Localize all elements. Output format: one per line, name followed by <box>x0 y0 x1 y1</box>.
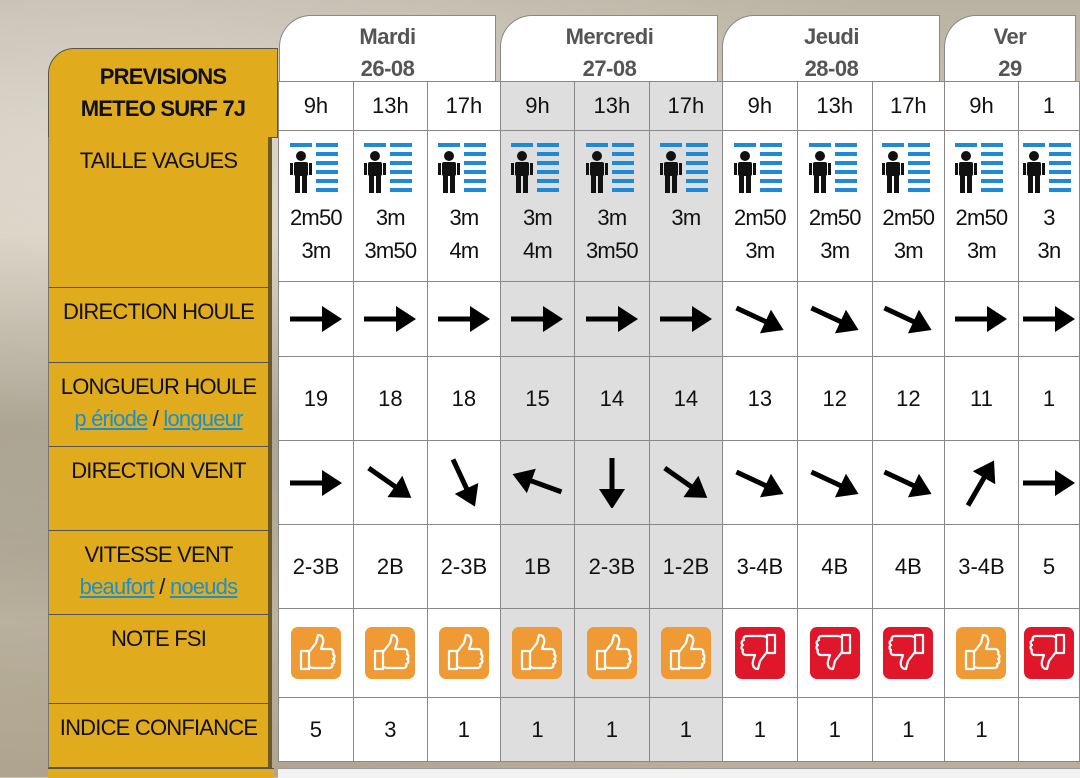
confidence-value: 1 <box>679 716 693 742</box>
wind-speed-cell <box>279 525 354 609</box>
thumbs-up-icon <box>956 627 1006 679</box>
wave-min: 3 <box>1043 205 1055 230</box>
thumbs-up-icon <box>587 627 637 679</box>
thumbs-up-icon <box>365 627 415 679</box>
swell-period: 18 <box>451 385 477 411</box>
fsi-cell <box>1018 609 1079 698</box>
label-swell-length: LONGUEUR HOULE p ériode / longueur <box>48 363 272 447</box>
length-link[interactable]: longueur <box>163 406 243 431</box>
direction-arrow-icon <box>1019 294 1079 344</box>
fsi-cell <box>500 609 574 698</box>
wave-size-icon <box>734 141 786 197</box>
fsi-cell <box>427 609 500 698</box>
title-line-1: PREVISIONS <box>99 64 227 89</box>
wave-size-icon <box>511 141 563 197</box>
wave-min: 2m50 <box>808 205 861 230</box>
confidence-value: 1 <box>902 716 915 742</box>
swell-period: 11 <box>970 385 993 411</box>
wind-direction-cell <box>279 441 354 525</box>
swell-length-cell <box>872 357 944 441</box>
wave-min: 2m50 <box>733 205 786 230</box>
wave-cell <box>427 131 500 282</box>
confidence-cell <box>872 698 944 762</box>
thumbs-up-icon <box>291 627 341 679</box>
hour-cell <box>1018 82 1079 131</box>
swell-length-cell <box>500 357 574 441</box>
hour-label: 13h <box>816 93 854 118</box>
wind-speed-cell <box>944 525 1018 609</box>
swell-period: 12 <box>822 385 847 411</box>
thumbs-down-icon <box>735 627 785 679</box>
hour-label: 9h <box>969 93 994 118</box>
day-name: Mercredi <box>565 24 654 49</box>
direction-arrow-icon <box>805 458 865 508</box>
wave-max: 3m50 <box>585 238 638 263</box>
label-wave-size: TAILLE VAGUES <box>48 137 272 288</box>
hour-label: 13h <box>372 93 409 118</box>
table-title <box>48 48 278 138</box>
direction-arrow-icon <box>1019 458 1079 508</box>
fsi-cell <box>872 609 944 698</box>
wave-cell <box>722 131 797 282</box>
knots-link[interactable]: noeuds <box>169 574 238 599</box>
wind-speed: 2B <box>376 553 404 579</box>
confidence-value: 1 <box>457 716 471 742</box>
wind-speed-cell <box>797 525 872 609</box>
wave-min: 3m <box>375 205 405 230</box>
hour-cell <box>944 82 1018 131</box>
swell-direction-cell <box>279 282 354 357</box>
swell-direction-cell <box>944 282 1018 357</box>
wave-max: 4m <box>523 238 552 263</box>
wind-speed: 1-2B <box>662 553 710 579</box>
direction-arrow-icon <box>656 294 716 344</box>
hour-label: 17h <box>889 93 927 118</box>
direction-arrow-icon <box>582 294 642 344</box>
wind-speed: 2-3B <box>588 553 636 579</box>
direction-arrow-icon <box>434 294 494 344</box>
wave-max: 3m <box>820 238 850 263</box>
forecast-grid <box>278 0 1080 762</box>
wind-speed-cell <box>1018 525 1079 609</box>
wave-size-icon <box>882 141 934 197</box>
wave-size-icon <box>438 141 490 197</box>
confidence-cell <box>574 698 649 762</box>
label-wind-direction: DIRECTION VENT <box>48 447 272 531</box>
wave-min: 3m <box>671 205 701 230</box>
swell-length-cell <box>279 357 354 441</box>
fsi-cell <box>797 609 872 698</box>
wind-speed: 4B <box>894 553 922 579</box>
label-confidence: INDICE CONFIANCE <box>48 704 272 768</box>
confidence-cell <box>649 698 722 762</box>
wave-cell <box>1018 131 1079 282</box>
direction-arrow-icon <box>730 458 790 508</box>
swell-period: 13 <box>747 385 773 411</box>
direction-arrow-icon <box>656 458 716 508</box>
direction-arrow-icon <box>951 294 1011 344</box>
wave-size-icon <box>1023 141 1075 197</box>
hour-label: 1 <box>1042 93 1056 118</box>
direction-arrow-icon <box>951 458 1011 508</box>
wind-direction-cell <box>797 441 872 525</box>
wave-cell <box>944 131 1018 282</box>
swell-period: 12 <box>896 385 921 411</box>
thumbs-up-icon <box>512 627 562 679</box>
period-link[interactable]: p ériode <box>74 406 148 431</box>
confidence-cell <box>279 698 354 762</box>
day-date: 26-08 <box>360 56 415 81</box>
wind-direction-cell <box>649 441 722 525</box>
swell-length-cell <box>797 357 872 441</box>
swell-period: 18 <box>378 385 403 411</box>
confidence-value: 1 <box>531 716 544 742</box>
swell-direction-cell <box>649 282 722 357</box>
fsi-cell <box>353 609 427 698</box>
wind-speed: 2-3B <box>440 553 488 579</box>
label-fsi: NOTE FSI <box>48 615 272 704</box>
swell-direction-cell <box>353 282 427 357</box>
wave-min: 2m50 <box>955 205 1008 230</box>
thumbs-down-icon <box>1024 627 1074 679</box>
day-header <box>944 0 1079 82</box>
wind-speed-cell <box>500 525 574 609</box>
fsi-cell <box>722 609 797 698</box>
direction-arrow-icon <box>878 458 938 508</box>
swell-direction-cell <box>500 282 574 357</box>
hour-label: 9h <box>303 93 329 118</box>
confidence-value: 1 <box>753 716 767 742</box>
wind-direction-cell <box>722 441 797 525</box>
direction-arrow-icon <box>507 458 567 508</box>
hour-cell <box>797 82 872 131</box>
wind-direction-cell <box>427 441 500 525</box>
wind-speed: 5 <box>1042 553 1056 579</box>
confidence-cell <box>722 698 797 762</box>
swell-period: 19 <box>303 385 329 411</box>
fsi-cell <box>574 609 649 698</box>
direction-arrow-icon <box>805 294 865 344</box>
wave-cell <box>649 131 722 282</box>
direction-arrow-icon <box>360 458 420 508</box>
wave-cell <box>797 131 872 282</box>
swell-direction-cell <box>797 282 872 357</box>
wind-speed: 3-4B <box>736 553 784 579</box>
wind-speed-cell <box>649 525 722 609</box>
wind-speed: 3-4B <box>958 553 1005 579</box>
direction-arrow-icon <box>730 294 790 344</box>
wave-min: 3m <box>597 205 627 230</box>
confidence-cell <box>1018 698 1079 762</box>
direction-arrow-icon <box>582 458 642 508</box>
thumbs-up-icon <box>439 627 489 679</box>
swell-period: 14 <box>673 385 699 411</box>
wind-speed: 1B <box>524 553 551 579</box>
hour-label: 17h <box>667 93 705 118</box>
swell-period: 1 <box>1042 385 1056 411</box>
wave-max: 3m50 <box>364 238 417 263</box>
day-date: 27-08 <box>582 56 637 81</box>
wave-size-icon <box>290 141 342 197</box>
wind-speed-cell <box>872 525 944 609</box>
swell-direction-cell <box>427 282 500 357</box>
thumbs-up-icon <box>661 627 711 679</box>
wind-direction-cell <box>574 441 649 525</box>
wave-cell <box>279 131 354 282</box>
hour-label: 17h <box>445 93 483 118</box>
wind-direction-cell <box>944 441 1018 525</box>
wave-min: 3m <box>523 205 552 230</box>
day-date: 29 <box>998 56 1022 81</box>
hour-cell <box>279 82 354 131</box>
wave-min: 3m <box>449 205 479 230</box>
wave-size-icon <box>364 141 416 197</box>
hour-cell <box>722 82 797 131</box>
wave-cell <box>872 131 944 282</box>
direction-arrow-icon <box>878 294 938 344</box>
beaufort-link[interactable]: beaufort <box>79 574 154 599</box>
swell-length-cell <box>427 357 500 441</box>
day-header <box>500 0 722 82</box>
wave-max: 3m <box>745 238 775 263</box>
swell-length-cell <box>574 357 649 441</box>
hour-cell <box>500 82 574 131</box>
hour-cell <box>872 82 944 131</box>
wind-speed: 4B <box>821 553 849 579</box>
wave-cell <box>574 131 649 282</box>
swell-period: 15 <box>525 385 550 411</box>
hour-label: 9h <box>747 93 773 118</box>
confidence-cell <box>500 698 574 762</box>
direction-arrow-icon <box>286 294 346 344</box>
title-line-2: METEO SURF 7J <box>80 96 246 121</box>
day-header <box>279 0 501 82</box>
wave-max: 3m <box>301 238 331 263</box>
direction-arrow-icon <box>360 294 420 344</box>
swell-direction-cell <box>872 282 944 357</box>
confidence-value: 1 <box>605 716 619 742</box>
hour-label: 9h <box>525 93 550 118</box>
hour-label: 13h <box>593 93 631 118</box>
hour-cell <box>353 82 427 131</box>
day-name: Ver <box>993 24 1027 49</box>
swell-length-cell <box>944 357 1018 441</box>
label-swell-direction: DIRECTION HOULE <box>48 288 272 363</box>
confidence-cell <box>427 698 500 762</box>
direction-arrow-icon <box>507 294 567 344</box>
confidence-value: 1 <box>975 716 988 742</box>
wave-cell <box>353 131 427 282</box>
wave-size-icon <box>809 141 861 197</box>
swell-length-cell <box>649 357 722 441</box>
day-name: Mardi <box>359 24 416 49</box>
wave-size-icon <box>955 141 1007 197</box>
thumbs-down-icon <box>883 627 933 679</box>
wind-direction-cell <box>1018 441 1079 525</box>
wind-speed-cell <box>722 525 797 609</box>
wind-direction-cell <box>500 441 574 525</box>
confidence-value: 3 <box>384 716 397 742</box>
swell-length-cell <box>722 357 797 441</box>
wind-speed-cell <box>574 525 649 609</box>
swell-length-cell <box>353 357 427 441</box>
hour-cell <box>649 82 722 131</box>
direction-arrow-icon <box>434 458 494 508</box>
swell-period: 14 <box>599 385 625 411</box>
swell-length-cell <box>1018 357 1079 441</box>
wind-direction-cell <box>872 441 944 525</box>
swell-direction-cell <box>722 282 797 357</box>
wave-max: 3m <box>893 238 923 263</box>
fsi-cell <box>279 609 354 698</box>
wind-direction-cell <box>353 441 427 525</box>
wave-size-icon <box>660 141 712 197</box>
wave-cell <box>500 131 574 282</box>
direction-arrow-icon <box>286 458 346 508</box>
hour-cell <box>427 82 500 131</box>
wave-min: 2m50 <box>882 205 935 230</box>
wave-size-icon <box>586 141 638 197</box>
day-name: Jeudi <box>803 24 859 49</box>
wave-min: 2m50 <box>290 205 342 230</box>
swell-direction-cell <box>1018 282 1079 357</box>
confidence-cell <box>797 698 872 762</box>
label-wind-speed: VITESSE VENT beaufort / noeuds <box>48 531 272 615</box>
wave-max: 4m <box>449 238 479 263</box>
fsi-cell <box>649 609 722 698</box>
confidence-cell <box>944 698 1018 762</box>
confidence-value: 1 <box>828 716 841 742</box>
hour-cell <box>574 82 649 131</box>
wave-max: 3m <box>966 238 996 263</box>
confidence-value: 5 <box>309 716 323 742</box>
fsi-cell <box>944 609 1018 698</box>
wave-max: 3n <box>1037 238 1061 263</box>
confidence-cell <box>353 698 427 762</box>
swell-direction-cell <box>574 282 649 357</box>
thumbs-down-icon <box>810 627 860 679</box>
wind-speed-cell <box>427 525 500 609</box>
day-header <box>722 0 944 82</box>
wind-speed-cell <box>353 525 427 609</box>
wind-speed: 2-3B <box>292 553 340 579</box>
day-date: 28-08 <box>804 56 859 81</box>
